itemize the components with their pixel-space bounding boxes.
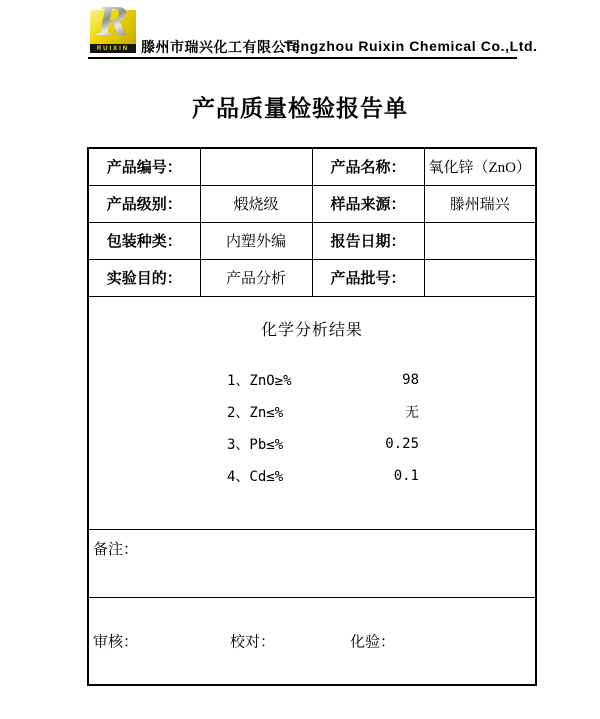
report-table	[87, 147, 537, 686]
product-code-value	[200, 148, 312, 185]
batch-number-value	[424, 259, 536, 296]
product-name-value: 氧化锌（ZnO）	[424, 148, 536, 185]
report-date-value	[424, 222, 536, 259]
signatures-section	[88, 597, 536, 685]
analysis-item-label: 2、Zn≤%	[227, 404, 284, 421]
product-name-label: 产品名称：	[312, 148, 424, 185]
analysis-item	[227, 396, 419, 428]
analysis-heading: 化学分析结果	[260, 321, 363, 339]
logo-brand-text: RUIXIN	[90, 44, 136, 53]
company-logo	[90, 0, 136, 53]
analysis-item-label: 4、Cd≤%	[227, 468, 284, 485]
info-row	[88, 185, 536, 222]
product-grade-value: 煅烧级	[200, 185, 312, 222]
info-row	[88, 222, 536, 259]
packaging-type-value: 内塑外编	[200, 222, 312, 259]
remarks-label: 备注：	[88, 529, 536, 597]
assay-label: 化验：	[350, 634, 396, 651]
analysis-item	[227, 364, 419, 396]
signatures-row	[88, 597, 536, 685]
sample-source-label: 样品来源：	[312, 185, 424, 222]
company-name-en: Tengzhou Ruixin Chemical Co.,Ltd.	[284, 38, 538, 54]
report-date-label: 报告日期：	[312, 222, 424, 259]
batch-number-label: 产品批号：	[312, 259, 424, 296]
analysis-item-value: 无	[405, 404, 419, 421]
test-purpose-value: 产品分析	[200, 259, 312, 296]
analysis-row	[88, 296, 536, 529]
page-title: 产品质量检验报告单	[192, 95, 408, 121]
sample-source-value: 滕州瑞兴	[424, 185, 536, 222]
info-row	[88, 259, 536, 296]
review-label: 审核：	[93, 634, 139, 651]
analysis-item-label: 3、Pb≤%	[227, 436, 284, 453]
analysis-item-value: 0.1	[393, 467, 419, 484]
product-code-label: 产品编号：	[88, 148, 200, 185]
analysis-item-value: 0.25	[385, 435, 419, 452]
info-row	[88, 148, 536, 185]
analysis-item	[227, 428, 419, 460]
packaging-type-label: 包装种类：	[88, 222, 200, 259]
test-purpose-label: 实验目的：	[88, 259, 200, 296]
analysis-item-label: 1、ZnO≥%	[227, 372, 292, 389]
product-grade-label: 产品级别：	[88, 185, 200, 222]
company-name-cn: 滕州市瑞兴化工有限公司	[141, 41, 301, 56]
analysis-item-value: 98	[402, 371, 419, 388]
analysis-items	[227, 364, 419, 492]
analysis-section	[88, 296, 536, 529]
analysis-item	[227, 460, 419, 492]
proofread-label: 校对：	[230, 634, 276, 651]
logo-r-letter: R	[92, 3, 134, 41]
remarks-row	[88, 529, 536, 597]
header-divider	[88, 57, 517, 59]
